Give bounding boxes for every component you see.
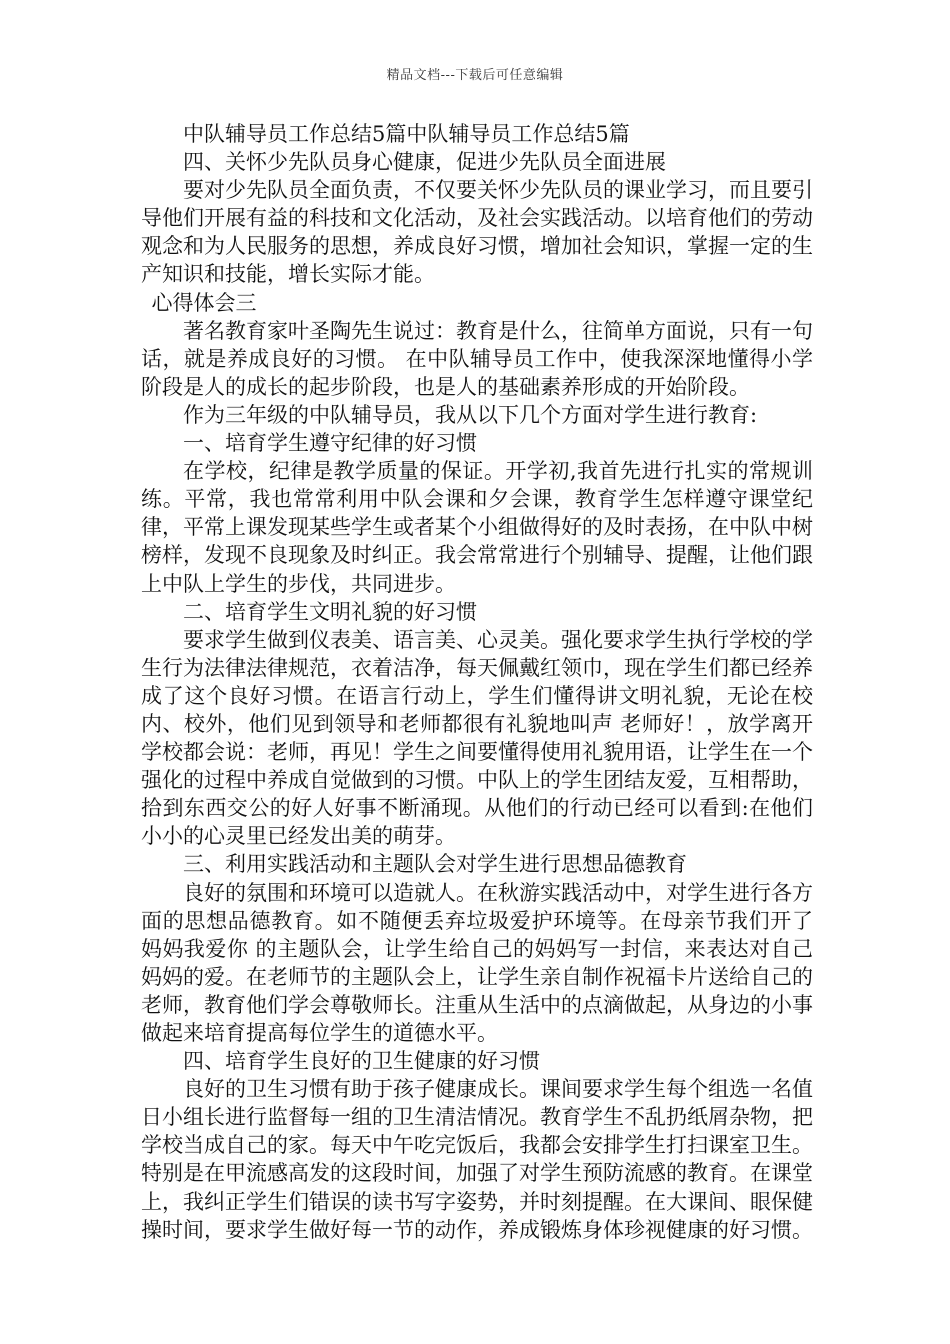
page-header: 精品文档---下载后可任意编辑: [386, 68, 564, 83]
section-heading: 四、关怀少先队员身心健康，促进少先队员全面进展: [183, 150, 666, 175]
body-paragraph: 要对少先队员全面负责，不仅要关怀少先队员的课业学习，而且要引导他们开展有益的科技和文化活动，及社会实践活动。以培育他们的劳动观念和为人民服务的思想，养成良好习惯，增加社会知识，掌握一定的生产知识和技能，增长实际才能。: [141, 178, 813, 287]
section-heading: 一、培育学生遵守纪律的好习惯: [183, 431, 477, 456]
body-paragraph: 良好的卫生习惯有助于孩子健康成长。课间要求学生每个组选一名值日小组长进行监督每一组的卫生清洁情况。教育学生不乱扔纸屑杂物，把学校当成自己的家。每天中午吃完饭后，我都会安排学生打扫课室卫生。特别是在甲流感高发的这段时间，加强了对学生预防流感的教育。在课堂上，我纠正学生们错误的读书写字姿势，并时刻提醒。在大课间、眼保健操时间，要求学生做好每一节的动作，养成锻炼身体珍视健康的好习惯。: [141, 1077, 813, 1242]
body-paragraph: 良好的氛围和环境可以造就人。在秋游实践活动中，对学生进行各方面的思想品德教育。如不随便丢弃垃圾爱护环境等。在母亲节我们开了 妈妈我爱你 的主题队会，让学生给自己的妈妈写一封信，来表达对自己妈妈的爱。在老师节的主题队会上，让学生亲自制作祝福卡片送给自己的老师，教育他们学会尊敬师长。注重从生活中的点滴做起，从身边的小事做起来培育提高每位学生的道德水平。: [141, 880, 813, 1045]
section-heading: 四、培育学生良好的卫生健康的好习惯: [183, 1049, 540, 1074]
body-paragraph: 著名教育家叶圣陶先生说过：教育是什么，往简单方面说，只有一句话，就是养成良好的习惯。 在中队辅导员工作中，使我深深地懂得小学阶段是人的成长的起步阶段，也是人的基础素养形成的开始阶段。: [141, 318, 813, 399]
section-title: 心得体会三: [151, 290, 257, 315]
document-body: [141, 120, 813, 1244]
document-title: 中队辅导员工作总结5篇中队辅导员工作总结5篇: [183, 122, 630, 146]
section-heading: 三、利用实践活动和主题队会对学生进行思想品德教育: [183, 852, 687, 877]
section-heading: 二、培育学生文明礼貌的好习惯: [183, 599, 477, 624]
body-paragraph: 要求学生做到仪表美、语言美、心灵美。强化要求学生执行学校的学生行为法律法律规范，衣着洁净，每天佩戴红领巾，现在学生们都已经养成了这个良好习惯。在语言行动上，学生们懂得讲文明礼貌，无论在校内、校外，他们见到领导和老师都很有礼貌地叫声 老师好！，放学离开学校都会说：老师，再见！学生之间要懂得使用礼貌用语，让学生在一个强化的过程中养成自觉做到的习惯。中队上的学生团结友爱，互相帮助，拾到东西交公的好人好事不断涌现。从他们的行动已经可以看到:在他们小小的心灵里已经发出美的萌芽。: [141, 627, 813, 849]
body-paragraph: 在学校，纪律是教学质量的保证。开学初,我首先进行扎实的常规训练。平常，我也常常利用中队会课和夕会课，教育学生怎样遵守课堂纪律，平常上课发现某些学生或者某个小组做得好的及时表扬，在中队中树榜样，发现不良现象及时纠正。我会常常进行个别辅导、提醒，让他们跟上中队上学生的步伐，共同进步。: [141, 459, 813, 596]
body-paragraph: 作为三年级的中队辅导员，我从以下几个方面对学生进行教育:: [183, 402, 758, 427]
